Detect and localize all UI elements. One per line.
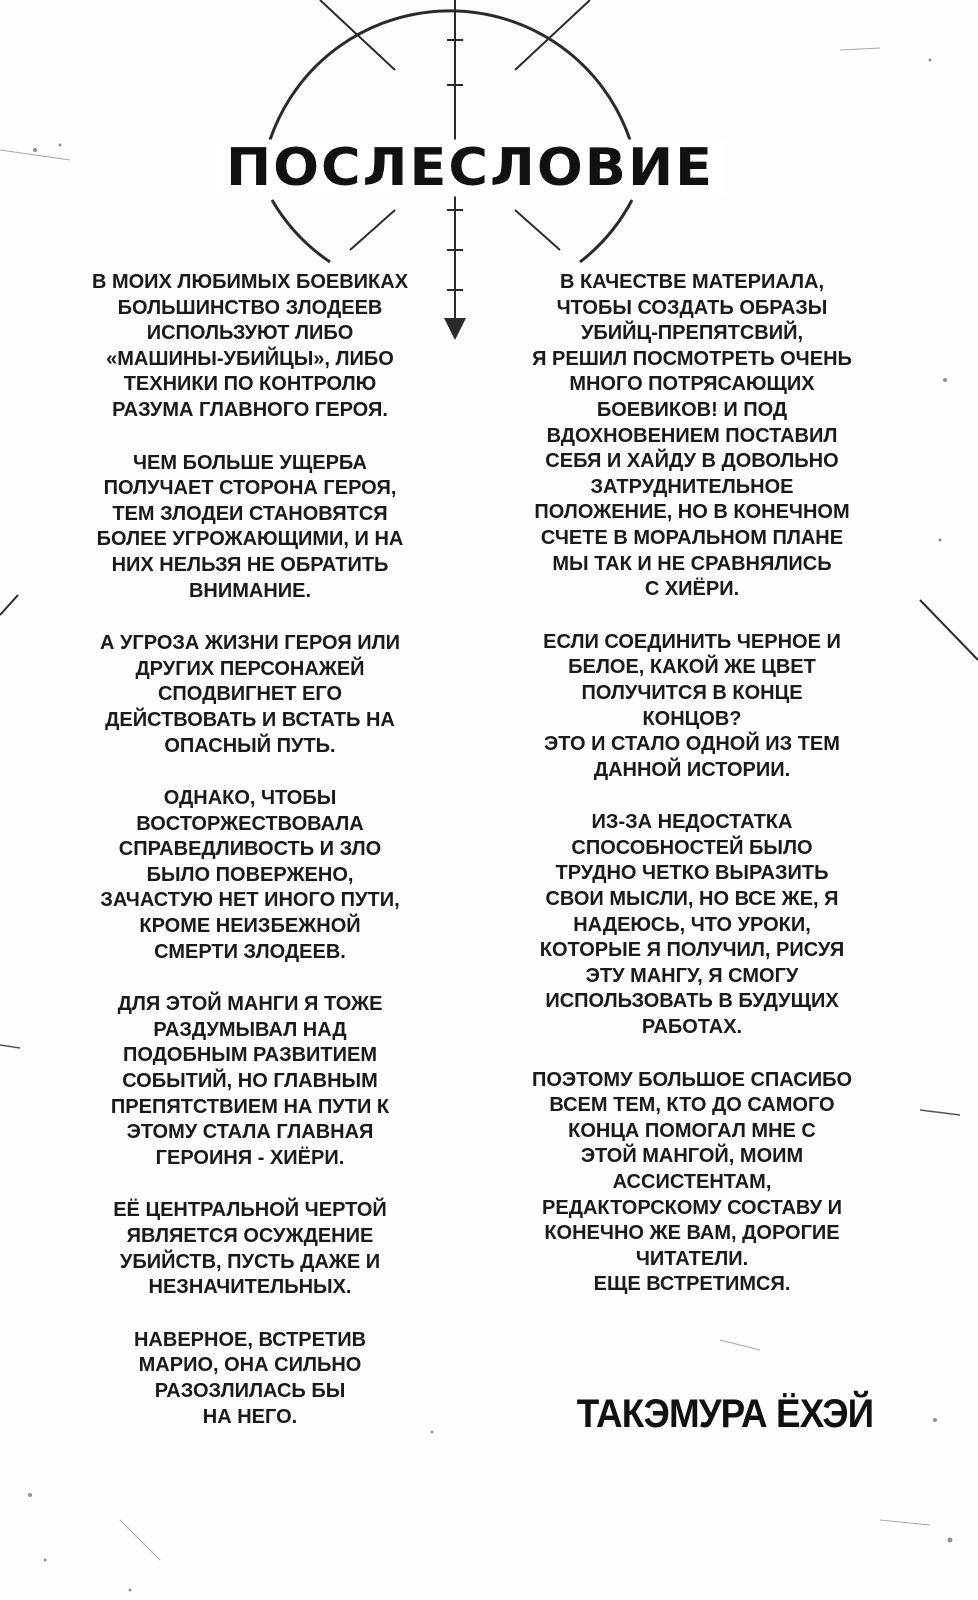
scope-diagonal-1 bbox=[320, 0, 395, 70]
right-paragraph: В КАЧЕСТВЕ МАТЕРИАЛА, ЧТОБЫ СОЗДАТЬ ОБРАЗЫ УБИЙЦ-ПРЕПЯТСВИЙ, Я РЕШИЛ ПОСМОТРЕТЬ ОЧЕНЬ МНОГО ПОТРЯСАЮЩИХ БОЕВИКОВ! И ПОД ВДОХНОВЕНИЕМ ПОСТАВИЛ СЕБЯ И ХАЙДУ В ДОВОЛЬНО ЗАТРУДНИТЕЛЬНОЕ ПОЛОЖЕНИЕ, НО В КОНЕЧНОМ СЧЕТЕ В МОРАЛЬНОМ ПЛАНЕ МЫ ТАК И НЕ СРАВНЯЛИСЬ С ХИЁРИ. bbox=[532, 271, 852, 601]
author-signature: ТАКЭМУРА ЁХЭЙ bbox=[576, 1392, 874, 1436]
scope-diagonal-4 bbox=[515, 210, 560, 250]
left-paragraph: ЕЁ ЦЕНТРАЛЬНОЙ ЧЕРТОЙ ЯВЛЯЕТСЯ ОСУЖДЕНИЕ УБИЙСТВ, ПУСТЬ ДАЖЕ И НЕЗНАЧИТЕЛЬНЫХ. bbox=[113, 1199, 387, 1299]
left-paragraph: НАВЕРНОЕ, ВСТРЕТИВ МАРИО, ОНА СИЛЬНО РАЗОЗЛИЛАСЬ БЫ НА НЕГО. bbox=[133, 1328, 367, 1428]
scope-arc-bottom-right bbox=[580, 200, 632, 262]
left-text-column bbox=[50, 270, 450, 1457]
scope-diagonal-3 bbox=[350, 210, 395, 250]
right-paragraph: ПОЭТОМУ БОЛЬШОЕ СПАСИБО ВСЕМ ТЕМ, КТО ДО САМОГО КОНЦА ПОМОГАЛ МНЕ С ЭТОЙ МАНГОЙ, МОИМ АССИСТЕНТАМ, РЕДАКТОРСКОМУ СОСТАВУ И КОНЕЧНО ЖЕ ВАМ, ДОРОГИЕ ЧИТАТЕЛИ. ЕЩЕ ВСТРЕТИМСЯ. bbox=[532, 1068, 852, 1296]
page-title: ПОСЛЕСЛОВИЕ bbox=[216, 140, 724, 197]
right-paragraph: ЕСЛИ СОЕДИНИТЬ ЧЕРНОЕ И БЕЛОЕ, КАКОЙ ЖЕ ЦВЕТ ПОЛУЧИТСЯ В КОНЦЕ КОНЦОВ? ЭТО И СТАЛО ОДНОЙ ИЗ ТЕМ ДАННОЙ ИСТОРИИ. bbox=[543, 630, 841, 781]
scope-arc-top bbox=[270, 11, 630, 140]
right-text-column bbox=[492, 270, 892, 1325]
left-paragraph: А УГРОЗА ЖИЗНИ ГЕРОЯ ИЛИ ДРУГИХ ПЕРСОНАЖЕЙ СПОДВИГНЕТ ЕГО ДЕЙСТВОВАТЬ И ВСТАТЬ НА ОПАСНЫЙ ПУТЬ. bbox=[99, 632, 401, 757]
right-paragraph: ИЗ-ЗА НЕДОСТАТКА СПОСОБНОСТЕЙ БЫЛО ТРУДНО ЧЕТКО ВЫРАЗИТЬ СВОИ МЫСЛИ, НО ВСЕ ЖЕ, Я НАДЕЮСЬ, ЧТО УРОКИ, КОТОРЫЕ Я ПОЛУЧИЛ, РИСУЯ ЭТУ МАНГУ, Я СМОГУ ИСПОЛЬЗОВАТЬ В БУДУЩИХ РАБОТАХ. bbox=[539, 811, 845, 1039]
left-paragraph: ДЛЯ ЭТОЙ МАНГИ Я ТОЖЕ РАЗДУМЫВАЛ НАД ПОДОБНЫМ РАЗВИТИЕМ СОБЫТИЙ, НО ГЛАВНЫМ ПРЕПЯТСТВИЕМ НА ПУТИ К ЭТОМУ СТАЛА ГЛАВНАЯ ГЕРОИНЯ - ХИЁРИ. bbox=[110, 993, 390, 1169]
left-paragraph: В МОИХ ЛЮБИМЫХ БОЕВИКАХ БОЛЬШИНСТВО ЗЛОДЕЕВ ИСПОЛЬЗУЮТ ЛИБО «МАШИНЫ-УБИЙЦЫ», ЛИБО ТЕХНИКИ ПО КОНТРОЛЮ РАЗУМА ГЛАВНОГО ГЕРОЯ. bbox=[91, 271, 409, 421]
left-paragraph: ЧЕМ БОЛЬШЕ УЩЕРБА ПОЛУЧАЕТ СТОРОНА ГЕРОЯ, ТЕМ ЗЛОДЕИ СТАНОВЯТСЯ БОЛЕЕ УГРОЖАЮЩИМИ, И НА НИХ НЕЛЬЗЯ НЕ ОБРАТИТЬ ВНИМАНИЕ. bbox=[96, 451, 404, 602]
scope-arc-bottom bbox=[272, 200, 330, 262]
title-band bbox=[170, 136, 770, 200]
left-paragraph: ОДНАКО, ЧТОБЫ ВОСТОРЖЕСТВОВАЛА СПРАВЕДЛИВОСТЬ И ЗЛО БЫЛО ПОВЕРЖЕНО, ЗАЧАСТУЮ НЕТ ИНОГО ПУТИ, КРОМЕ НЕИЗБЕЖНОЙ СМЕРТИ ЗЛОДЕЕВ. bbox=[100, 787, 400, 963]
